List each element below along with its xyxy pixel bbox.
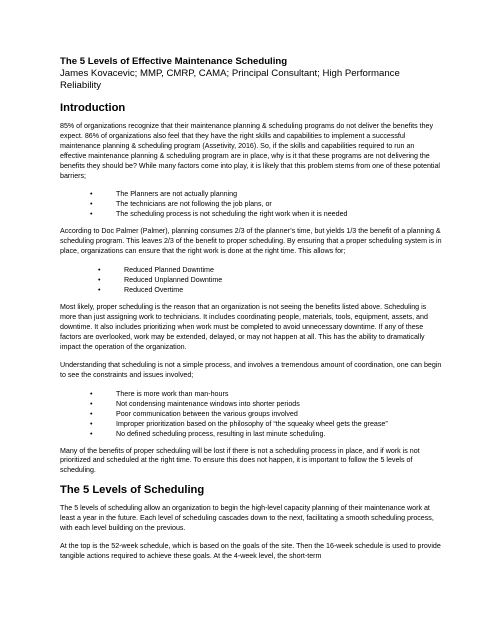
intro-paragraph-2: According to Doc Palmer (Palmer), planning consumes 2/3 of the planner’s time, but yields 1/3 the benefit of a planning & scheduling program. This leaves 2/3 of the benefit to proper scheduling. By ensuring that a proper scheduling system is in place, organizations can ensure that the right work is done at the right time. This allows for;	[60, 227, 442, 256]
list-item: • Reduced Planned Downtime	[60, 265, 442, 275]
list-item: • The Planners are not actually planning	[60, 189, 442, 199]
document-body	[60, 56, 442, 570]
list-item: • There is more work than man-hours	[60, 389, 442, 399]
barriers-list	[60, 189, 442, 219]
list-item: • Not condensing maintenance windows into shorter periods	[60, 399, 442, 409]
document-title: The 5 Levels of Effective Maintenance Scheduling	[60, 56, 288, 67]
levels-heading: The 5 Levels of Scheduling	[60, 484, 205, 497]
list-item: • Reduced Overtime	[60, 285, 442, 295]
issues-list	[60, 389, 442, 439]
list-item: • No defined scheduling process, resulting in last minute scheduling.	[60, 429, 442, 439]
levels-paragraph-2: At the top is the 52-week schedule, which is based on the goals of the site. Then the 16-week schedule is used to provide tangible actions required to achieve these goals. At the 4-week level, the short-term	[60, 541, 441, 560]
author-line: James Kovacevic; MMP, CMRP, CAMA; Principal Consultant; High Performance Reliability	[60, 68, 400, 91]
intro-paragraph-3: Most likely, proper scheduling is the reason that an organization is not seeing the benefits listed above. Scheduling is more than just assigning work to technicians. It includes coordinating people, materials, tools, equipment, assets, and downtime. It also includes prioritizing when work must be completed to avoid unnecessary downtime. If any of these factors are overlooked, work may be extended, delayed, or may not happen at all. This has the ability to dramatically impact the operation of the organization.	[60, 303, 428, 351]
list-item: • The scheduling process is not scheduling the right work when it is needed	[60, 209, 442, 219]
introduction-heading: Introduction	[60, 102, 126, 114]
intro-paragraph-1: 85% of organizations recognize that their maintenance planning & scheduling programs do not deliver the benefits they expect. 86% of organizations also feel that they have the right skills and capabilities to implement a successful maintenance planning & scheduling program (Assetivity, 2016). So, if the skills and capabilities required to run an effective maintenance planning & scheduling program are in place, why is it that these programs are not delivering the benefits they should be? While many factors come into play, it is likely that this problem stems from one of these potential barriers;	[60, 122, 440, 180]
list-item: • Poor communication between the various groups involved	[60, 409, 442, 419]
benefits-list	[60, 265, 442, 295]
list-item: • Reduced Unplanned Downtime	[60, 275, 442, 285]
levels-paragraph-1: The 5 levels of scheduling allow an organization to begin the high-level capacity planning of their maintenance work at least a year in the future. Each level of scheduling cascades down to the next, facilitating a smooth scheduling process, with each level building on the previous.	[60, 504, 434, 533]
intro-paragraph-4: Understanding that scheduling is not a simple process, and involves a tremendous amount of coordination, one can begin to see the constraints and issues involved;	[60, 360, 442, 379]
list-item: • The technicians are not following the job plans, or	[60, 199, 442, 209]
intro-paragraph-5: Many of the benefits of proper scheduling will be lost if there is not a scheduling process in place, and if work is not prioritized and scheduled at the right time. To ensure this does not happen, it is important to follow the 5 levels of scheduling.	[60, 446, 420, 475]
list-item: • Improper prioritization based on the philosophy of “the squeaky wheel gets the grease”	[60, 419, 442, 429]
